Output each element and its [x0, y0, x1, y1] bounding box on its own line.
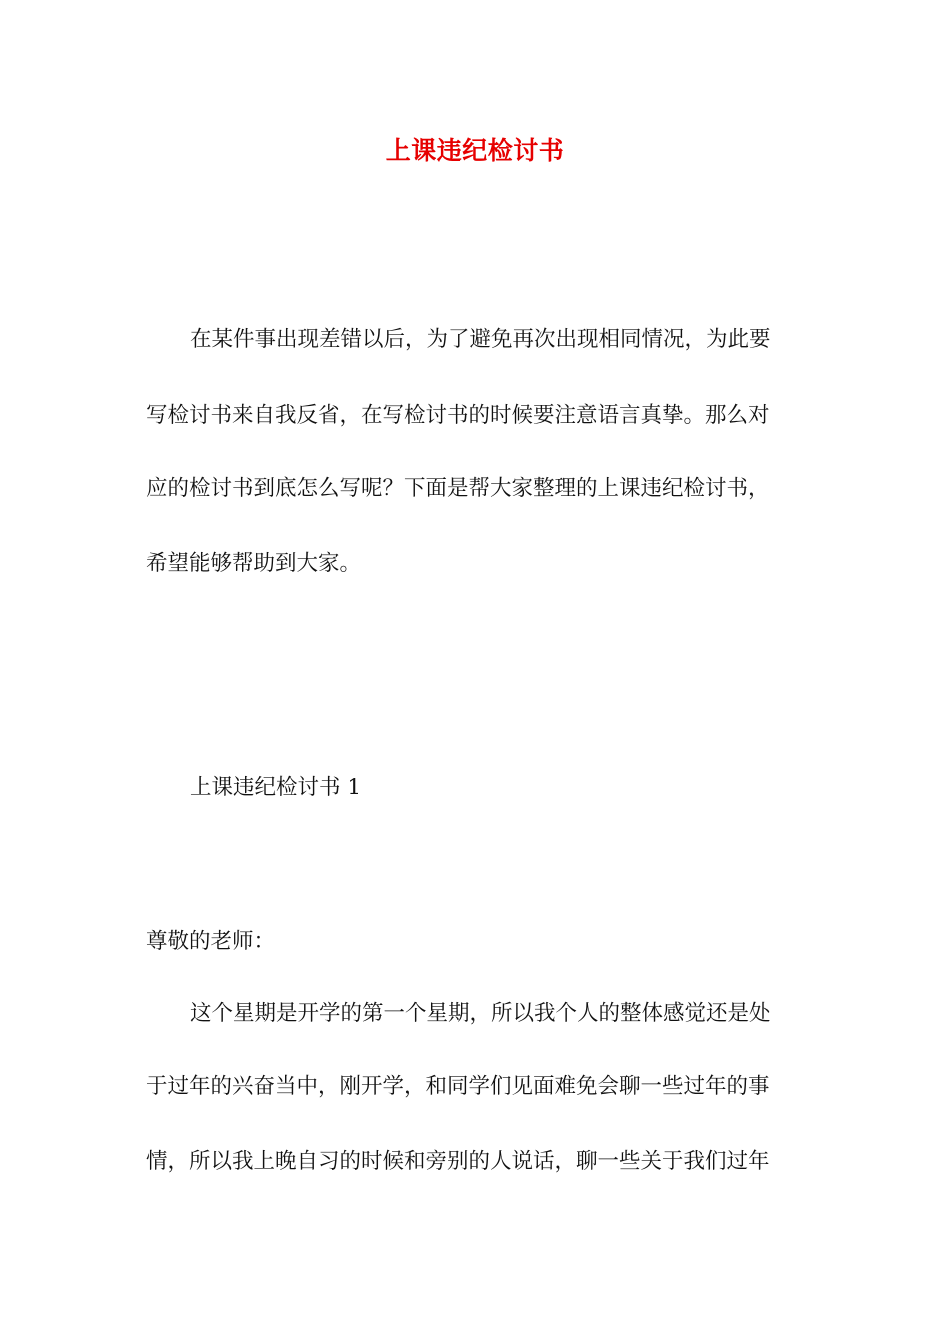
intro-line-3: 应的检讨书到底怎么写呢？下面是帮大家整理的上课违纪检讨书，: [146, 476, 770, 501]
section-heading: 上课违纪检讨书 1: [190, 775, 362, 800]
body-line-2: 于过年的兴奋当中，刚开学，和同学们见面难免会聊一些过年的事: [146, 1074, 770, 1099]
body-line-3: 情，所以我上晚自习的时候和旁别的人说话，聊一些关于我们过年: [146, 1149, 770, 1174]
salutation: 尊敬的老师：: [146, 929, 276, 954]
body-line-1: 这个星期是开学的第一个星期，所以我个人的整体感觉还是处: [190, 1001, 771, 1026]
intro-line-4: 希望能够帮助到大家。: [146, 551, 362, 576]
document-title: 上课违纪检讨书: [385, 136, 565, 165]
intro-line-1: 在某件事出现差错以后，为了避免再次出现相同情况，为此要: [190, 327, 771, 352]
intro-line-2: 写检讨书来自我反省，在写检讨书的时候要注意语言真挚。那么对: [146, 403, 770, 428]
